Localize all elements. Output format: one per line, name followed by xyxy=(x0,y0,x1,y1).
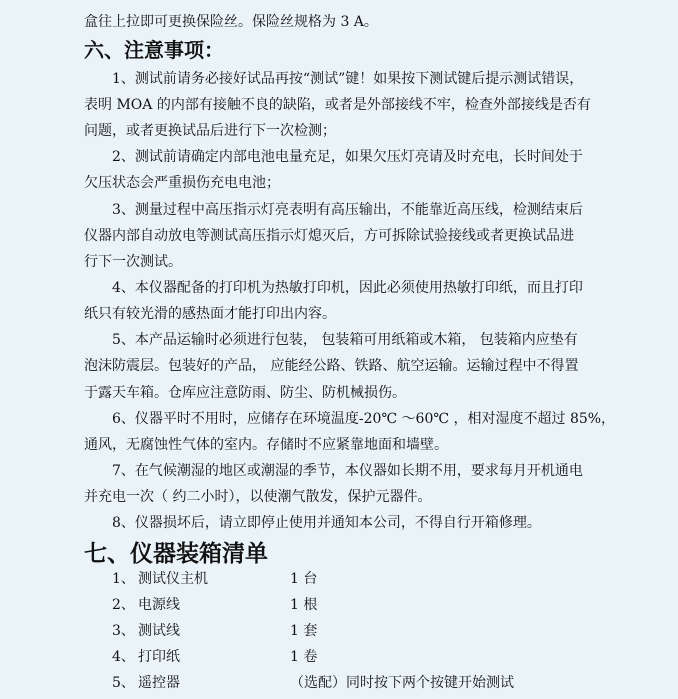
item-name: 打印纸 xyxy=(138,649,180,665)
section6-line: 表明 MOA 的内部有接触不良的缺陷，或者是外部接线不牢，检查外部接线是否有 xyxy=(84,97,591,113)
section6-line: 通风，无腐蚀性气体的室内。存储时不应紧靠地面和墙壁。 xyxy=(84,437,448,453)
section6-line: 1、测试前请务必接好试品再按“测试”键！如果按下测试键后提示测试错误， xyxy=(112,71,584,87)
section6-line: 纸只有较光滑的感热面才能打印出内容。 xyxy=(84,306,336,322)
section6-line: 7、在气候潮湿的地区或潮湿的季节，本仪器如长期不用，要求每月开机通电 xyxy=(112,463,583,479)
item-qty: 1 台 xyxy=(290,571,318,587)
item-index: 3、 xyxy=(112,623,135,639)
section6-line: 泡沫防震层。包装好的产品， 应能经公路、铁路、航空运输。运输过程中不得置 xyxy=(84,358,579,374)
item-qty: 1 套 xyxy=(290,623,318,639)
section6-line: 6、仪器平时不用时，应储存在环境温度-20℃ ～60℃ ，相对湿度不超过 85%， xyxy=(112,411,616,427)
section6-line: 问题，或者更换试品后进行下一次检测； xyxy=(84,123,336,139)
item-index: 2、 xyxy=(112,597,135,613)
packing-list-item xyxy=(112,622,317,640)
section6-line: 仪器内部自动放电等测试高压指示灯熄灭后，方可拆除试验接线或者更换试品进 xyxy=(84,228,574,244)
section6-line: 并充电一次（ 约二小时），以使潮气散发，保护元器件。 xyxy=(84,489,432,505)
section6-line: 8、仪器损坏后，请立即停止使用并通知本公司，不得自行开箱修理。 xyxy=(112,515,541,531)
item-qty: 1 根 xyxy=(290,597,318,613)
section6-line: 2、测试前请确定内部电池电量充足，如果欠压灯亮请及时充电，长时间处于 xyxy=(112,149,583,165)
section6-line: 3、测量过程中高压指示灯亮表明有高压输出，不能靠近高压线，检测结束后 xyxy=(112,202,583,218)
section6-line: 4、本仪器配备的打印机为热敏打印机，因此必须使用热敏打印纸，而且打印 xyxy=(112,280,583,296)
packing-list-item xyxy=(112,648,317,666)
packing-list-item xyxy=(112,674,514,692)
packing-list-item xyxy=(112,596,317,614)
item-name: 遥控器 xyxy=(138,675,180,691)
section6-line: 欠压状态会严重损伤充电电池； xyxy=(84,175,280,191)
item-name: 测试线 xyxy=(138,623,180,639)
section7-title: 七、仪器装箱清单 xyxy=(84,541,268,567)
item-name: 电源线 xyxy=(138,597,180,613)
section6-title: 六、注意事项： xyxy=(84,38,224,62)
item-qty: 1 卷 xyxy=(290,649,318,665)
section6-line: 5、本产品运输时必须进行包装， 包装箱可用纸箱或木箱， 包装箱内应垫有 xyxy=(112,332,578,348)
intro-line: 盒往上拉即可更换保险丝。保险丝规格为 3 A。 xyxy=(84,14,378,30)
section6-line: 于露天车箱。仓库应注意防雨、防尘、防机械损伤。 xyxy=(84,385,406,401)
packing-list-item xyxy=(112,570,317,588)
item-index: 5、 xyxy=(112,675,135,691)
item-name: 测试仪主机 xyxy=(138,571,208,587)
item-qty: （选配）同时按下两个按键开始测试 xyxy=(290,675,514,691)
item-index: 1、 xyxy=(112,571,135,587)
item-index: 4、 xyxy=(112,649,135,665)
section6-line: 行下一次测试。 xyxy=(84,254,182,270)
